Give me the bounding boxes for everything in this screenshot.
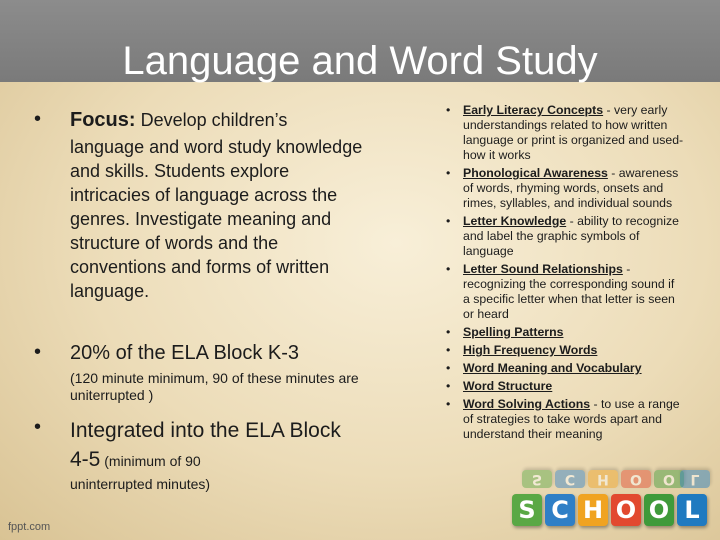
letter-tile: H <box>578 494 608 526</box>
item-desc: - awareness of words, rhyming words, onsets and rimes, syllables, and individual sounds <box>463 166 679 210</box>
item-term: High Frequency Words <box>463 343 598 357</box>
letter-tile-reflection: O <box>621 470 651 488</box>
focus-first-line: Develop children’s <box>135 110 288 130</box>
item-term: Word Solving Actions <box>463 397 591 411</box>
letter-tile: C <box>545 494 575 526</box>
bullet-marker: • <box>34 341 42 363</box>
bullet-marker: • <box>446 379 451 393</box>
bullet-marker: • <box>446 262 451 276</box>
right-column <box>444 103 684 442</box>
ela-percent-text: 20% of the ELA Block K-3 <box>70 342 300 364</box>
integrated-main: Integrated into the ELA Block 4-5 <box>70 419 341 471</box>
integrated-note-a: (minimum of 90 <box>100 453 201 469</box>
site-logo: fppt.com <box>8 521 51 533</box>
letter-tile: S <box>512 494 542 526</box>
bullet-marker: • <box>446 343 451 357</box>
ela-percent-note: (120 minute minimum, 90 of these minutes are uniterrupted ) <box>70 370 359 403</box>
item-term: Phonological Awareness <box>463 166 608 180</box>
focus-bullet-item <box>34 108 364 303</box>
bullet-marker: • <box>446 214 451 228</box>
list-item <box>444 103 684 163</box>
bullet-marker: • <box>446 103 451 117</box>
letter-tile-reflection: S <box>522 470 552 488</box>
letter-tile: L <box>677 494 707 526</box>
letter-tile-reflection: C <box>555 470 585 488</box>
item-term: Early Literacy Concepts <box>463 103 604 117</box>
integrated-note-b: uninterrupted minutes) <box>70 476 211 492</box>
list-item <box>444 343 684 358</box>
letter-tile: O <box>611 494 641 526</box>
bullet-marker: • <box>446 166 451 180</box>
letter-tile: O <box>644 494 674 526</box>
focus-label: Focus: <box>70 109 136 131</box>
focus-body: language and word study knowledge and skills. Students explore intricacies of language across the genres. Investigate meaning and structure of words and the conventions and forms of written language. <box>70 137 363 301</box>
item-desc: - very early understandings related to how written language or print is organized and used- how it works <box>463 103 684 162</box>
list-item <box>444 397 684 442</box>
school-letter-tiles <box>510 466 710 536</box>
focus-text <box>70 108 364 133</box>
bullet-marker: • <box>446 397 451 411</box>
bullet-marker: • <box>446 325 451 339</box>
integrated-text <box>70 416 364 476</box>
item-term: Spelling Patterns <box>463 325 564 339</box>
bullet-marker: • <box>446 361 451 375</box>
item-term: Letter Sound Relationships <box>463 262 623 276</box>
list-item <box>444 379 684 394</box>
ela-percent-item <box>34 341 364 404</box>
integrated-item <box>34 416 364 493</box>
letter-tile-reflection: O <box>654 470 684 488</box>
list-item <box>444 166 684 211</box>
list-item <box>444 361 684 376</box>
item-term: Letter Knowledge <box>463 214 567 228</box>
item-term: Word Meaning and Vocabulary <box>463 361 642 375</box>
list-item <box>444 325 684 340</box>
letter-tile-reflection: L <box>680 470 710 488</box>
left-column <box>34 108 364 493</box>
item-term: Word Structure <box>463 379 553 393</box>
item-desc: - ability to recognize and label the graphic symbols of language <box>463 214 679 258</box>
slide-title: Language and Word Study <box>122 39 598 83</box>
bullet-marker: • <box>34 108 42 130</box>
item-desc: - recognizing the corresponding sound if a specific letter when that letter is seen or heard <box>463 262 675 321</box>
letter-tile-reflection: H <box>588 470 618 488</box>
item-desc: - to use a range of strategies to take words apart and understand their meaning <box>463 397 680 441</box>
list-item <box>444 262 684 322</box>
list-item <box>444 214 684 259</box>
bullet-marker: • <box>34 416 42 438</box>
